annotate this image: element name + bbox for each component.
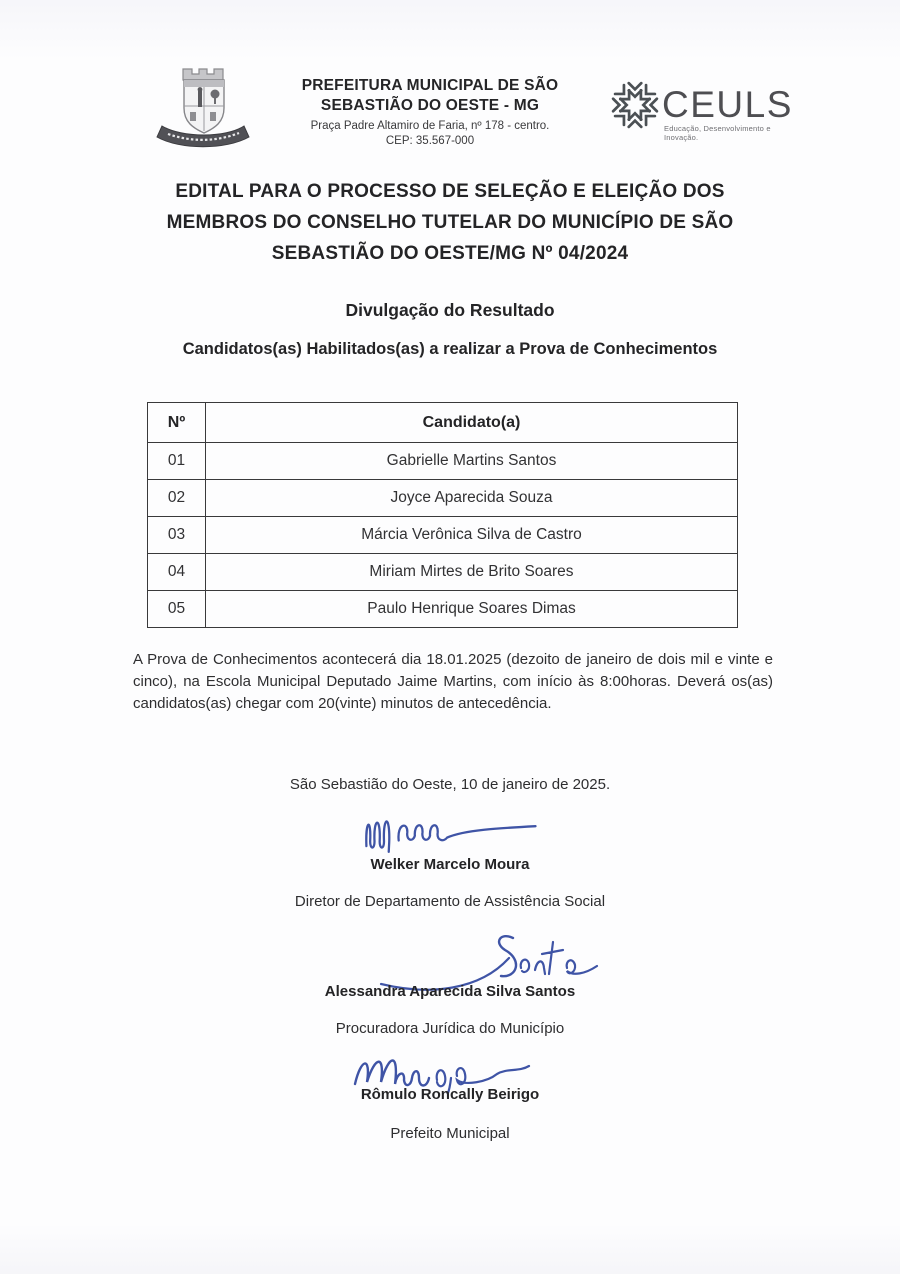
org-name-line2: SEBASTIÃO DO OESTE - MG [320, 97, 540, 114]
signature-welker-icon [355, 804, 545, 856]
table-row [148, 517, 738, 554]
signature-name-alessandra: Alessandra Aparecida Silva Santos [324, 983, 576, 1000]
document-title-line1: EDITAL PARA O PROCESSO DE SELEÇÃO E ELEIÇÃO DOS [175, 181, 725, 202]
candidate-number-cell: 04 [148, 554, 206, 591]
place-date-line: São Sebastião do Oeste, 10 de janeiro de 2025. [289, 776, 611, 793]
section-heading: Candidatos(as) Habilitados(as) a realizar a Prova de Conhecimentos [182, 340, 718, 358]
document-title [0, 176, 900, 269]
municipal-coat-of-arms-icon [146, 62, 258, 152]
column-header-number: Nº [148, 403, 206, 443]
candidate-name-cell: Márcia Verônica Silva de Castro [206, 517, 738, 554]
column-header-candidate: Candidato(a) [206, 403, 738, 443]
candidate-number-cell: 02 [148, 480, 206, 517]
signature-name-welker: Welker Marcelo Moura [370, 856, 530, 873]
candidate-number-cell: 05 [148, 591, 206, 628]
signature-role-romulo: Prefeito Municipal [390, 1125, 510, 1142]
table-row [148, 554, 738, 591]
ceuls-logo [610, 80, 795, 144]
candidate-name-cell: Miriam Mirtes de Brito Soares [206, 554, 738, 591]
table-header-row [148, 403, 738, 443]
signature-name-romulo: Rômulo Roncally Beirigo [360, 1086, 540, 1103]
org-address: Praça Padre Altamiro de Faria, nº 178 - centro. [310, 120, 550, 132]
candidate-name-cell: Gabrielle Martins Santos [206, 443, 738, 480]
candidate-name-cell: Joyce Aparecida Souza [206, 480, 738, 517]
header-org-block [255, 76, 605, 149]
ceuls-wordmark: CEULS [662, 84, 793, 125]
document-title-line2: MEMBROS DO CONSELHO TUTELAR DO MUNICÍPIO DE SÃO [166, 212, 734, 233]
org-name-line1: PREFEITURA MUNICIPAL DE SÃO [301, 77, 559, 94]
exam-info-paragraph: A Prova de Conhecimentos acontecerá dia 18.01.2025 (dezoito de janeiro de dois mil e vinte e cinco), na Escola Municipal Deputado Jaime Martins, com início às 8:00horas. Deverá os(as) candidatos(as) chegar com 20(vinte) minutos de antecedência. [133, 651, 773, 712]
signature-role-alessandra: Procuradora Jurídica do Município [335, 1020, 565, 1037]
document-title-line3: SEBASTIÃO DO OESTE/MG Nº 04/2024 [271, 243, 629, 264]
signature-role-welker: Diretor de Departamento de Assistência Social [294, 893, 606, 910]
table-row [148, 443, 738, 480]
result-subtitle: Divulgação do Resultado [345, 300, 555, 320]
org-cep: CEP: 35.567-000 [385, 135, 475, 147]
table-row [148, 480, 738, 517]
candidate-number-cell: 01 [148, 443, 206, 480]
ceuls-tagline: Educação, Desenvolvimento e Inovação. [664, 124, 771, 142]
candidates-table [147, 402, 738, 628]
candidate-number-cell: 03 [148, 517, 206, 554]
table-row [148, 591, 738, 628]
candidate-name-cell: Paulo Henrique Soares Dimas [206, 591, 738, 628]
ceuls-chevron-burst-icon [610, 80, 660, 130]
